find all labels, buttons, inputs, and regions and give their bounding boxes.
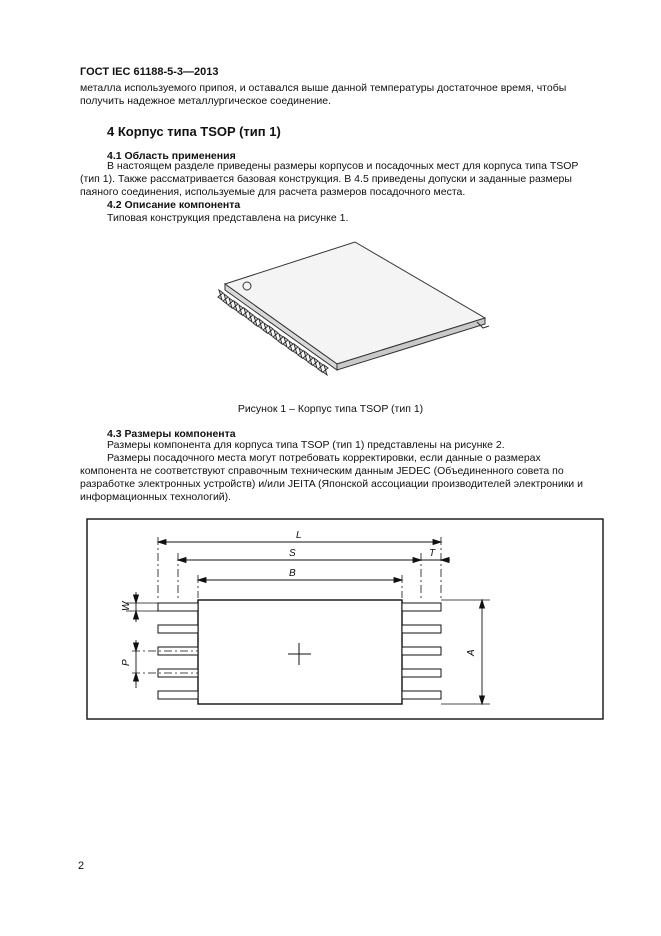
- label-t: T: [429, 548, 436, 559]
- label-b: B: [289, 568, 296, 579]
- section-title: 4 Корпус типа TSOP (тип 1): [107, 124, 281, 139]
- intro-line-2: получить надежное металлургическое соединение.: [80, 95, 332, 107]
- label-l: L: [296, 530, 302, 541]
- label-a: A: [466, 649, 477, 656]
- paragraph-line: Размеры посадочного места могут потребовать корректировки, если данные о размерах: [107, 452, 541, 464]
- paragraph-line: информационных технологий).: [80, 491, 232, 503]
- label-w: W: [121, 601, 132, 611]
- figure-1-caption: Рисунок 1 – Корпус типа TSOP (тип 1): [237, 403, 424, 415]
- paragraph-line: разработке электронных устройств) и/или JEITA (Японской ассоциации производителей электроники и: [80, 478, 583, 490]
- subsection-heading-4-2: 4.2 Описание компонента: [107, 199, 241, 211]
- paragraph-line: В настоящем разделе приведены размеры корпусов и посадочных мест для корпуса типа TSOP: [107, 160, 579, 172]
- document-header: ГОСТ IEC 61188-5-3—2013: [80, 66, 219, 78]
- paragraph-line: компонента не соответствуют справочным техническим данным JEDEC (Объединенного совета по: [80, 465, 564, 477]
- paragraph-line: Типовая конструкция представлена на рисунке 1.: [107, 212, 349, 224]
- label-s: S: [289, 548, 296, 559]
- page-number: 2: [78, 860, 85, 872]
- subsection-heading-4-1: 4.1 Область применения: [107, 150, 236, 162]
- paragraph-line: (тип 1). Также рассматривается базовая конструкция. В 4.5 приведены допуски и заданные размеры: [80, 173, 572, 185]
- intro-line-1: металла используемого припоя, и оставался выше данной температуры достаточное время, чтобы: [80, 82, 567, 94]
- subsection-heading-4-3: 4.3 Размеры компонента: [107, 428, 236, 440]
- label-p: P: [121, 659, 132, 666]
- paragraph-line: Размеры компонента для корпуса типа TSOP (тип 1) представлены на рисунке 2.: [107, 439, 505, 451]
- paragraph-line: паяного соединения, используемые для расчета размеров посадочного места.: [80, 186, 466, 198]
